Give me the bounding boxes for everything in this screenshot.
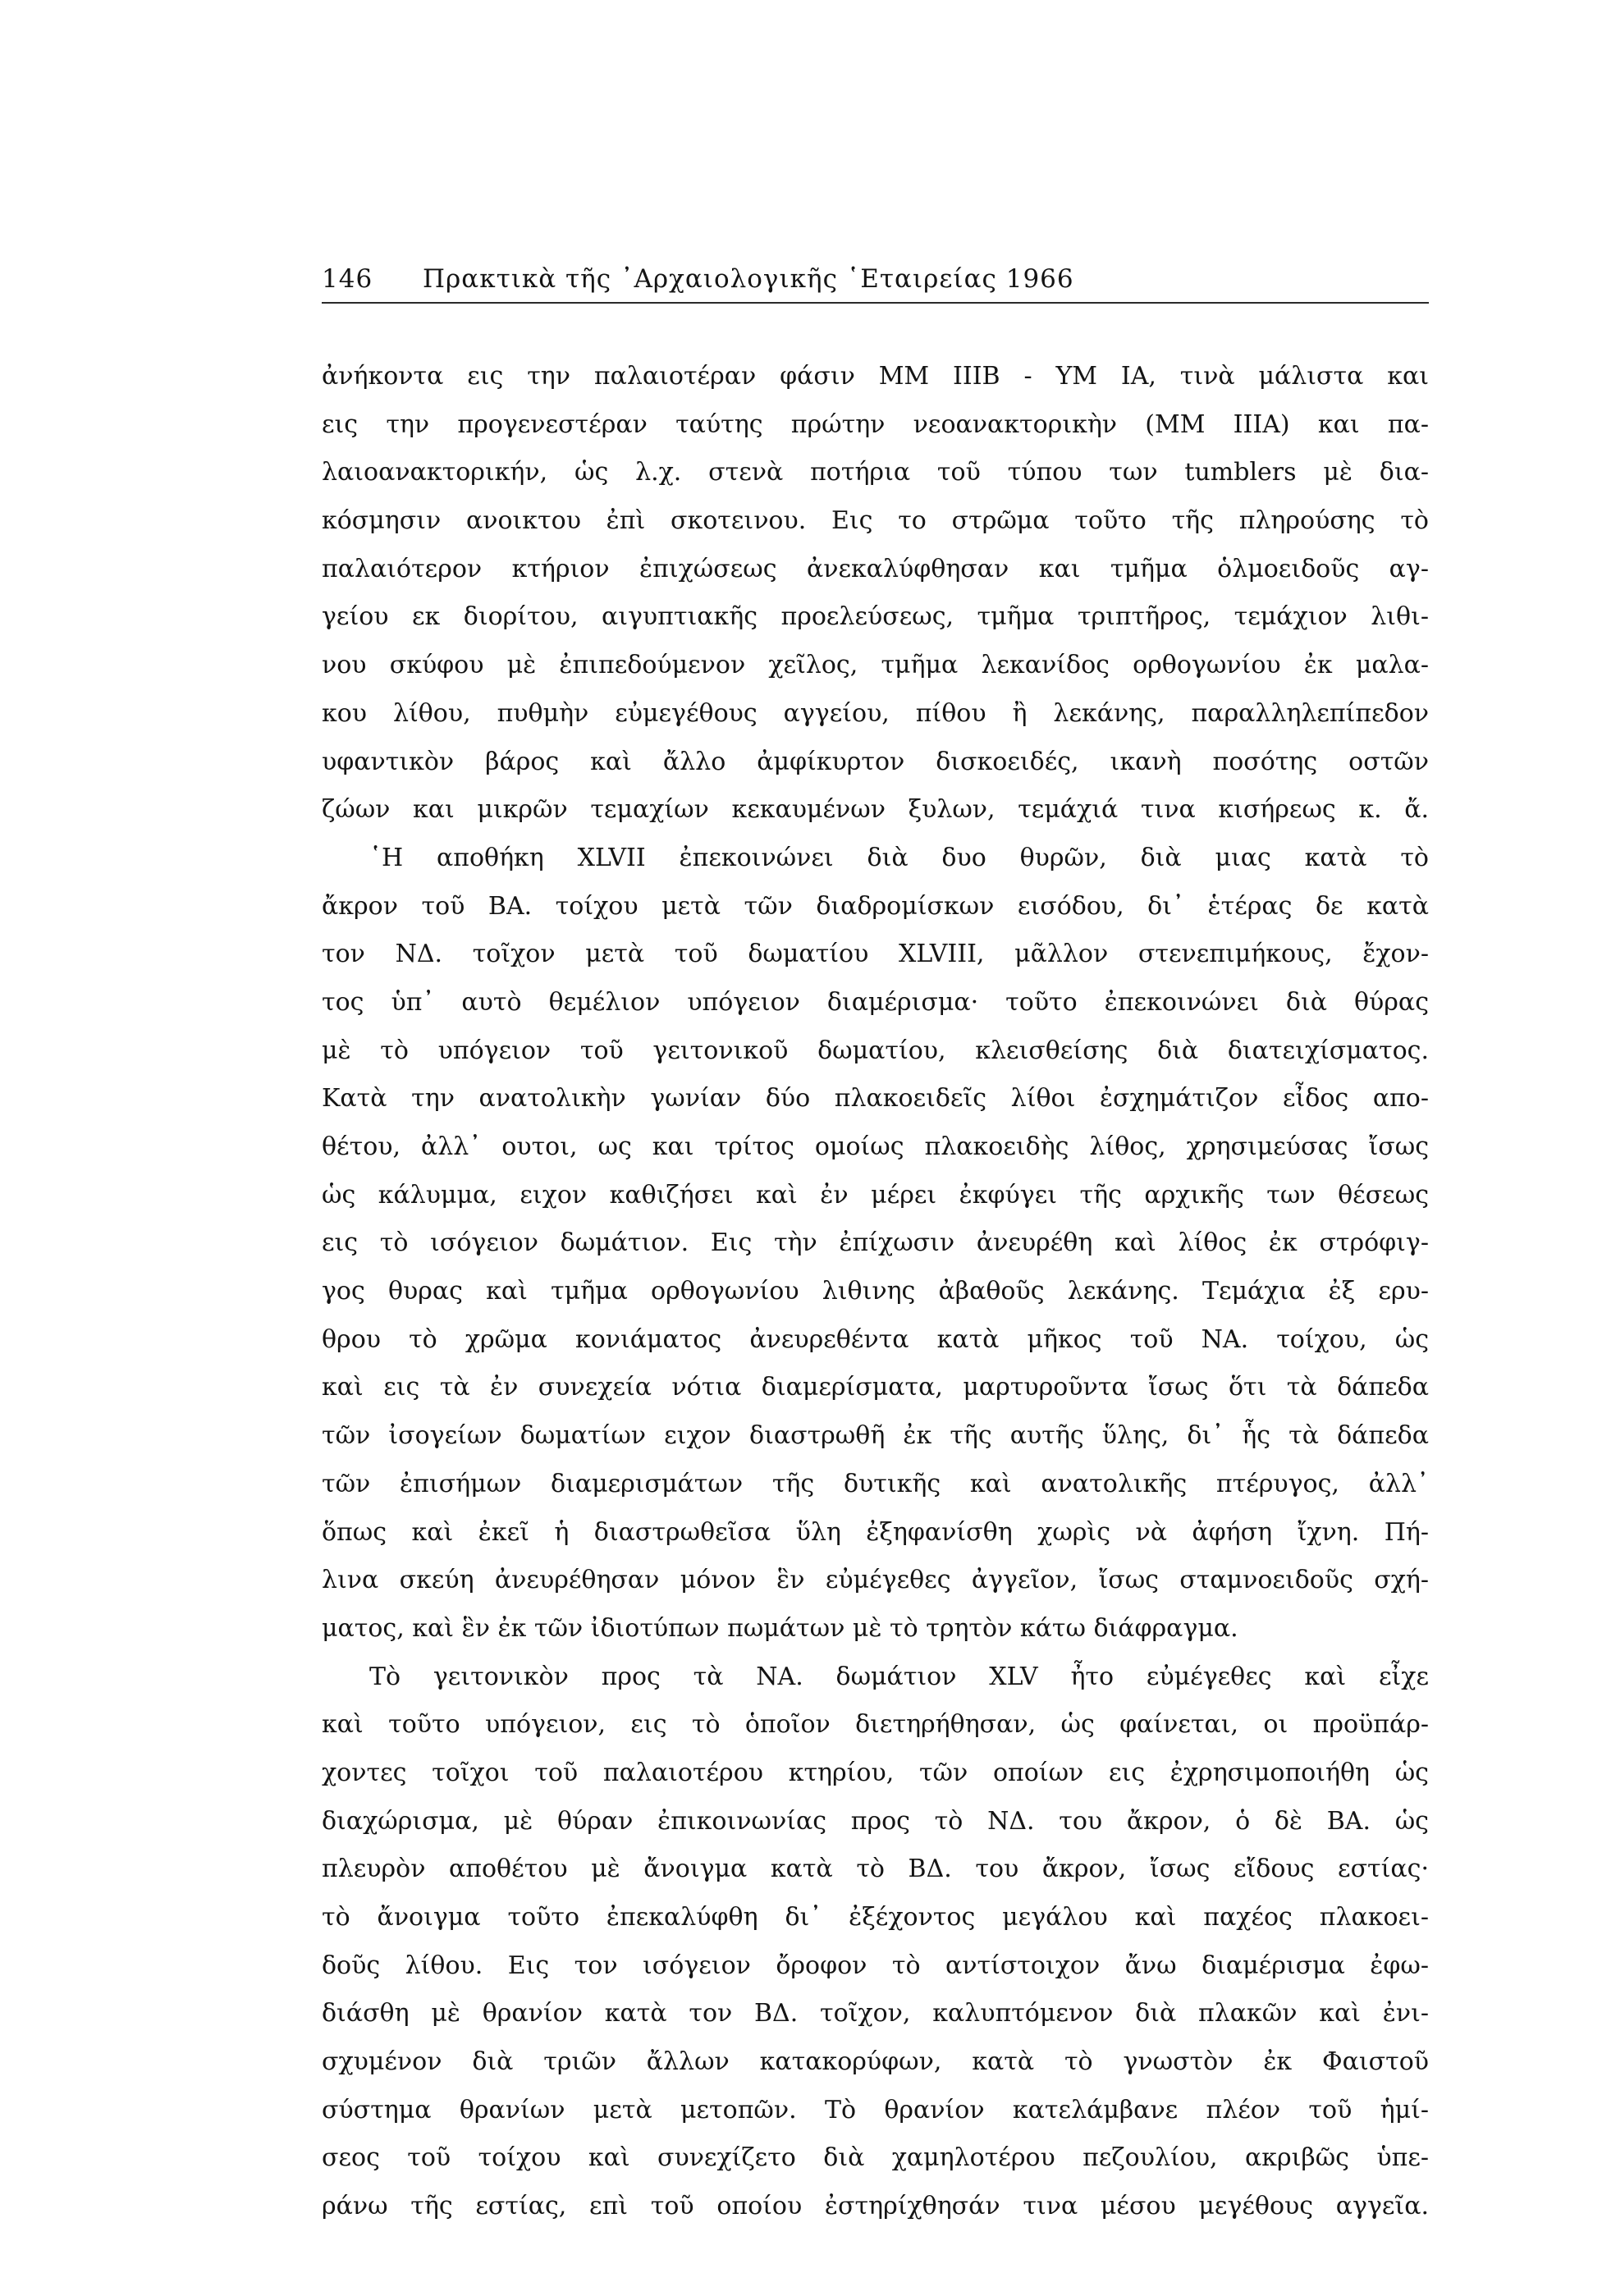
text-line: διάσθη μὲ θρανίον κατὰ τον ΒΔ. τοῖχον, καλυπτόμενον διὰ πλακῶν καὶ ἐνι- xyxy=(322,1999,1429,2028)
text-line: ἀνήκοντα εις την παλαιοτέραν φάσιν ΜΜ ΙΙΙΒ - ΥΜ ΙΑ, τινὰ μάλιστα και xyxy=(322,362,1429,391)
text-line: λαιοανακτορικήν, ὡς λ.χ. στενὰ ποτήρια τοῦ τύπου των tumblers μὲ δια- xyxy=(322,458,1429,487)
text-line: παλαιότερον κτήριον ἐπιχώσεως ἀνεκαλύφθησαν και τμῆμα ὁλμοειδοῦς αγ- xyxy=(322,554,1429,583)
text-line: σύστημα θρανίων μετὰ μετοπῶν. Τὸ θρανίον κατελάμβανε πλέον τοῦ ἡμί- xyxy=(322,2095,1429,2124)
body-text xyxy=(322,353,1429,2231)
running-head xyxy=(322,261,1429,310)
text-line: Κατὰ την ανατολικὴν γωνίαν δύο πλακοειδεῖς λίθοι ἐσχημάτιζον εἶδος απο- xyxy=(322,1084,1429,1114)
text-line: εις τὸ ισόγειον δωμάτιον. Εις τὴν ἐπίχωσιν ἀνευρέθη καὶ λίθος ἐκ στρόφιγ- xyxy=(322,1228,1429,1258)
text-line: θρου τὸ χρῶμα κονιάματος ἀνευρεθέντα κατὰ μῆκος τοῦ ΝΑ. τοίχου, ὡς xyxy=(322,1324,1429,1354)
text-line: σχυμένον διὰ τριῶν ἄλλων κατακορύφων, κατὰ τὸ γνωστὸν ἐκ Φαιστοῦ xyxy=(322,2047,1429,2077)
text-line: τὸ ἄνοιγμα τοῦτο ἐπεκαλύφθη δι᾿ ἐξέχοντος μεγάλου καὶ παχέος πλακοει- xyxy=(322,1903,1429,1932)
text-line: χοντες τοῖχοι τοῦ παλαιοτέρου κτηρίου, τῶν οποίων εις ἐχρησιμοποιήθη ὡς xyxy=(322,1758,1429,1787)
text-line: ζώων και μικρῶν τεμαχίων κεκαυμένων ξυλων, τεμάχιά τινα κισήρεως κ. ἄ. xyxy=(322,795,1429,825)
header-rule xyxy=(322,302,1429,304)
text-line: ῾Η αποθήκη XLVII ἐπεκοινώνει διὰ δυο θυρῶν, διὰ μιας κατὰ τὸ xyxy=(369,843,1429,872)
text-line: σεος τοῦ τοίχου καὶ συνεχίζετο διὰ χαμηλοτέρου πεζουλίου, ακριβῶς ὑπε- xyxy=(322,2143,1429,2173)
text-line: ἄκρον τοῦ ΒΑ. τοίχου μετὰ τῶν διαδρομίσκων εισόδου, δι᾿ ἑτέρας δε κατὰ xyxy=(322,891,1429,921)
text-line: τῶν ἐπισήμων διαμερισμάτων τῆς δυτικῆς καὶ ανατολικῆς πτέρυγος, ἀλλ᾿ xyxy=(322,1469,1429,1498)
text-line: τῶν ἰσογείων δωματίων ειχον διαστρωθῆ ἐκ τῆς αυτῆς ὕλης, δι᾿ ἧς τὰ δάπεδα xyxy=(322,1421,1429,1451)
text-line: πλευρὸν αποθέτου μὲ ἄνοιγμα κατὰ τὸ ΒΔ. του ἄκρον, ἴσως εἴδους εστίας· xyxy=(322,1855,1429,1884)
text-line: τον ΝΔ. τοῖχον μετὰ τοῦ δωματίου XLVIII, μᾶλλον στενεπιμήκους, ἔχον- xyxy=(322,940,1429,969)
text-line: κου λίθου, πυθμὴν εὐμεγέθους αγγείου, πίθου ἢ λεκάνης, παραλληλεπίπεδον xyxy=(322,698,1429,728)
page-number: 146 xyxy=(322,264,373,294)
text-line: ὡς κάλυμμα, ειχον καθιζήσει καὶ ἐν μέρει ἐκφύγει τῆς αρχικῆς των θέσεως xyxy=(322,1180,1429,1210)
text-line: καὶ εις τὰ ἐν συνεχεία νότια διαμερίσματα, μαρτυροῦντα ἴσως ὅτι τὰ δάπεδα xyxy=(322,1373,1429,1402)
text-line: διαχώρισμα, μὲ θύραν ἐπικοινωνίας προς τὸ ΝΔ. του ἄκρον, ὁ δὲ ΒΑ. ὡς xyxy=(322,1806,1429,1836)
journal-title: Πρακτικὰ τῆς ᾿Αρχαιολογικῆς ῾Εταιρείας 1966 xyxy=(423,264,1074,294)
text-line: τος ὑπ᾿ αυτὸ θεμέλιον υπόγειον διαμέρισμα· τοῦτο ἐπεκοινώνει διὰ θύρας xyxy=(322,987,1429,1017)
text-line: καὶ τοῦτο υπόγειον, εις τὸ ὁποῖον διετηρήθησαν, ὡς φαίνεται, οι προϋπάρ- xyxy=(322,1710,1429,1740)
text-line: δοῦς λίθου. Εις τον ισόγειον ὄροφον τὸ αντίστοιχον ἄνω διαμέρισμα ἐφω- xyxy=(322,1951,1429,1980)
text-line: κόσμησιν ανοικτου ἐπὶ σκοτεινου. Εις το στρῶμα τοῦτο τῆς πληρούσης τὸ xyxy=(322,506,1429,536)
text-line: θέτου, ἀλλ᾿ ουτοι, ως και τρίτος ομοίως πλακοειδὴς λίθος, χρησιμεύσας ἴσως xyxy=(322,1132,1429,1161)
text-line: ὅπως καὶ ἐκεῖ ἡ διαστρωθεῖσα ὕλη ἐξηφανίσθη χωρὶς νὰ ἀφήση ἴχνη. Πή- xyxy=(322,1517,1429,1547)
text-line: λινα σκεύη ἀνευρέθησαν μόνον ἓν εὐμέγεθες ἀγγεῖον, ἴσως σταμνοειδοῦς σχή- xyxy=(322,1566,1429,1595)
text-line: ματος, καὶ ἓν ἐκ τῶν ἰδιοτύπων πωμάτων μὲ τὸ τρητὸν κάτω διάφραγμα. xyxy=(322,1613,1238,1643)
text-line: υφαντικὸν βάρος καὶ ἄλλο ἀμφίκυρτον δισκοειδές, ικανὴ ποσότης οστῶν xyxy=(322,747,1429,776)
text-line: ράνω τῆς εστίας, επὶ τοῦ οποίου ἐστηρίχθησάν τινα μέσου μεγέθους αγγεῖα. xyxy=(322,2192,1429,2221)
text-line: γος θυρας καὶ τμῆμα ορθογωνίου λιθινης ἀβαθοῦς λεκάνης. Τεμάχια ἐξ ερυ- xyxy=(322,1277,1429,1306)
text-line: Τὸ γειτονικὸν προς τὰ ΝΑ. δωμάτιον XLV ἦτο εὐμέγεθες καὶ εἶχε xyxy=(369,1662,1429,1691)
text-line: μὲ τὸ υπόγειον τοῦ γειτονικοῦ δωματίου, κλεισθείσης διὰ διατειχίσματος. xyxy=(322,1036,1429,1065)
text-line: γείου εκ διορίτου, αιγυπτιακῆς προελεύσεως, τμῆμα τριπτῆρος, τεμάχιον λιθι- xyxy=(322,602,1429,632)
text-line: νου σκύφου μὲ ἐπιπεδούμενον χεῖλος, τμῆμα λεκανίδος ορθογωνίου ἐκ μαλα- xyxy=(322,651,1429,680)
text-line: εις την προγενεστέραν ταύτης πρώτην νεοανακτορικὴν (ΜΜ ΙΙΙΑ) και πα- xyxy=(322,409,1429,439)
